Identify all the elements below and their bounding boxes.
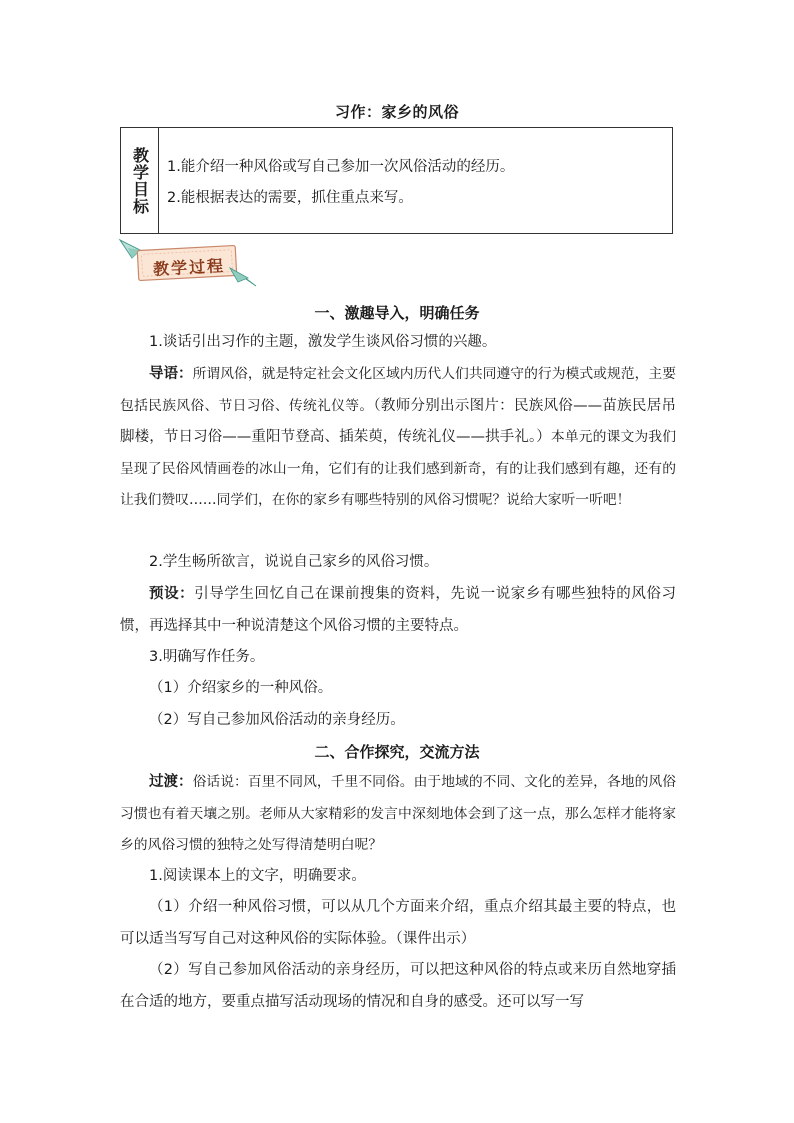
preset-paragraph [120, 579, 676, 642]
paragraph-label: 过渡： [149, 774, 193, 790]
goal-item: 2.能根据表达的需要，抓住重点来写。 [167, 190, 413, 206]
paragraph: （1）介绍一种风俗习惯，可以从几个方面来介绍，重点介绍其最主要的特点，也可以适当写写自己对这种风俗的实际体验。（课件出示） [120, 899, 676, 947]
transition-paragraph [120, 767, 676, 862]
paragraph: 3.明确写作任务。 [149, 649, 265, 665]
paragraph: 1.阅读课本上的文字，明确要求。 [149, 868, 366, 884]
paragraph: （2）写自己参加风俗活动的亲身经历。 [149, 712, 405, 728]
teaching-goals-table [120, 127, 673, 234]
paragraph: 1.谈话引出习作的主题，激发学生谈风俗习惯的兴趣。 [149, 334, 497, 350]
banner-label: 教学过程 [152, 256, 226, 279]
goals-label-cell [121, 128, 159, 233]
teaching-process-banner [118, 238, 258, 290]
goal-item: 1.能介绍一种风俗或写自己参加一次风俗活动的经历。 [167, 159, 515, 175]
paragraph-label: 预设： [149, 586, 195, 602]
paragraph-text: 引导学生回忆自己在课前搜集的资料，先说一说家乡有哪些独特的风俗习惯，再选择其中一种说清楚这个风俗习惯的主要特点。 [120, 586, 677, 634]
intro-paragraph [120, 359, 676, 517]
paragraph: （1）介绍家乡的一种风俗。 [149, 680, 333, 696]
paragraph-text: 本单元的课文为我们呈现了民俗风情画卷的冰山一角，它们有的让我们感到新奇，有的让我们感到有趣，还有的让我们赞叹……同学们，在你的家乡有哪些特别的风俗习惯呢？说给大家听一听吧！ [120, 429, 676, 508]
section-heading-1: 一、激趣导入，明确任务 [314, 304, 480, 322]
page-title: 习作：家乡的风俗 [334, 103, 459, 121]
paragraph-text: 所谓风俗，就是特定社会文化区域内历代人们共同遵守的行为模式或规范，主要包括民族风俗、节日习俗、传统礼仪等。 [120, 366, 677, 414]
paragraph-note: （教师分别出示图片：民族风俗——苗族民居吊脚楼，节日习俗——重阳节登高、插茱萸，传统礼仪——拱手礼。） [120, 397, 676, 445]
paragraph-label: 导语： [149, 366, 193, 382]
section-heading-2: 二、合作探究，交流方法 [314, 743, 480, 761]
goals-list [159, 128, 514, 233]
paragraph-text: 俗话说：百里不同风，千里不同俗。由于地域的不同、文化的差异，各地的风俗习惯也有着天壤之别。老师从大家精彩的发言中深刻地体会到了这一点，那么怎样才能将家乡的风俗习惯的独特之处写得清楚明白呢？ [120, 774, 677, 853]
paragraph: （2）写自己参加风俗活动的亲身经历，可以把这种风俗的特点或来历自然地穿插在合适的地方，要重点描写活动现场的情况和自身的感受。还可以写一写 [120, 962, 676, 1010]
paragraph: 2.学生畅所欲言，说说自己家乡的风俗习惯。 [149, 554, 439, 570]
goals-label: 教学目标 [130, 146, 150, 215]
